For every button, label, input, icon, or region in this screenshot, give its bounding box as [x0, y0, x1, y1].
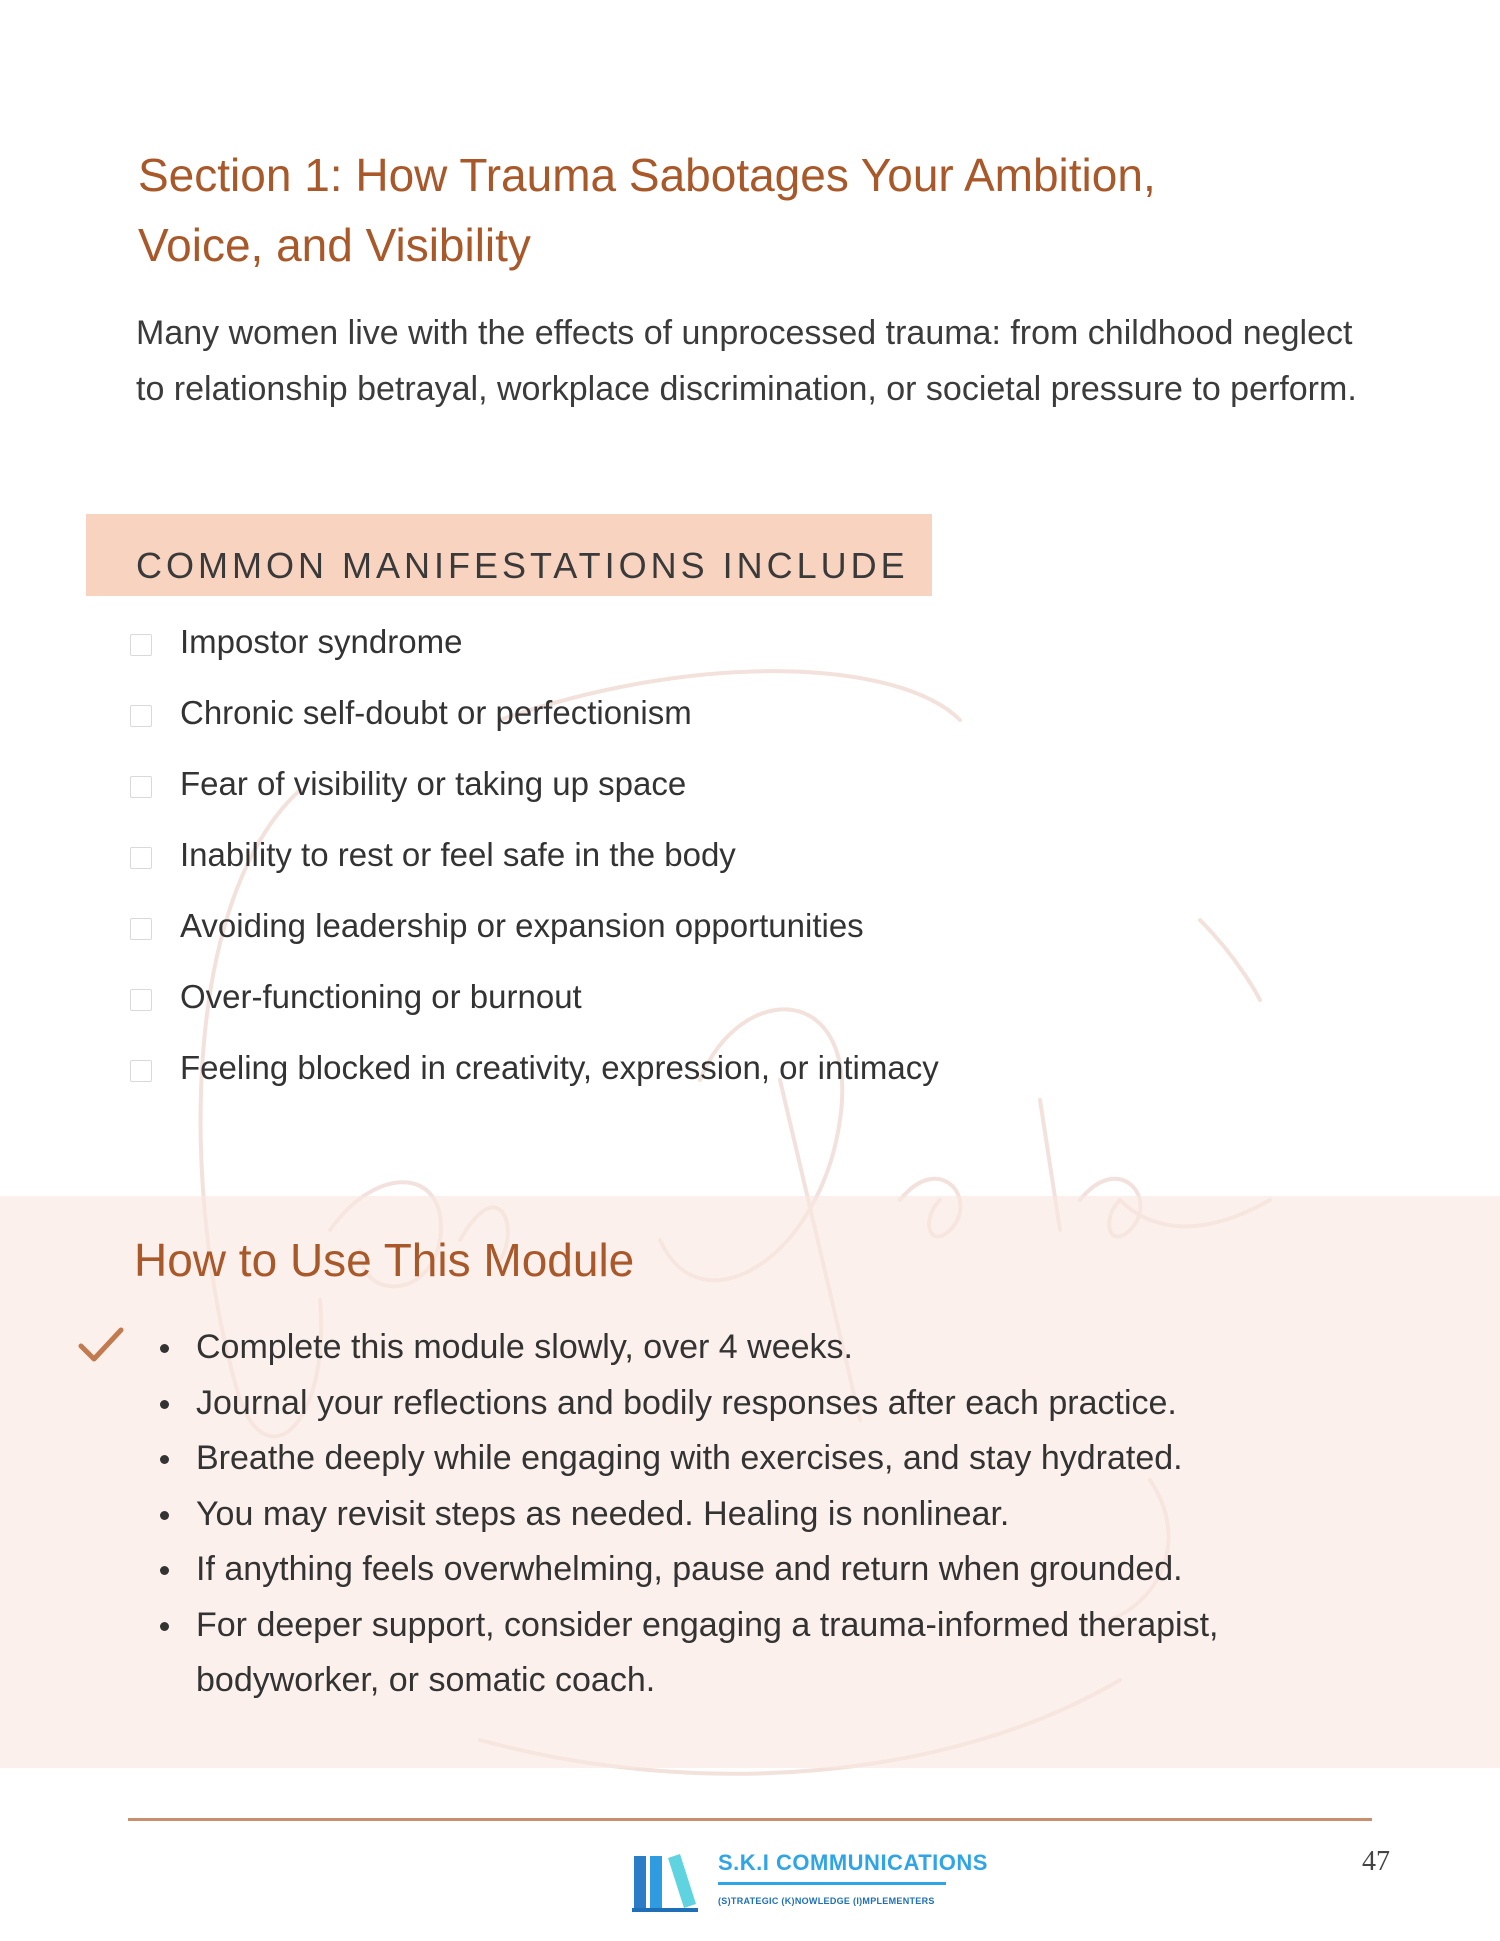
- checkbox-icon[interactable]: [130, 776, 152, 798]
- checklist-item-label: Chronic self-doubt or perfectionism: [180, 694, 692, 731]
- checklist-item-label: Inability to rest or feel safe in the body: [180, 836, 736, 873]
- list-item-text: If anything feels overwhelming, pause and return when grounded.: [196, 1550, 1183, 1588]
- checkbox-icon[interactable]: [130, 634, 152, 656]
- checkmark-icon: [78, 1326, 124, 1364]
- list-item-text: Complete this module slowly, over 4 weeks.: [196, 1328, 853, 1366]
- list-item-text: Breathe deeply while engaging with exercises, and stay hydrated.: [196, 1439, 1183, 1477]
- list-item: [160, 1487, 1380, 1543]
- list-item-text: Journal your reflections and bodily responses after each practice.: [196, 1383, 1177, 1422]
- bullet-icon: [160, 1566, 169, 1575]
- logo-tagline: (S)TRATEGIC (K)NOWLEDGE (I)MPLEMENTERS: [718, 1896, 935, 1906]
- checkbox-icon[interactable]: [130, 1060, 152, 1082]
- logo-underline: [718, 1882, 946, 1885]
- section-title: [138, 140, 1338, 280]
- checklist-item-label: Avoiding leadership or expansion opportunities: [180, 907, 864, 944]
- module-title: How to Use This Module: [134, 1234, 635, 1286]
- list-item-text: You may revisit steps as needed. Healing is nonlinear.: [196, 1494, 1010, 1533]
- bullet-icon: [160, 1344, 169, 1353]
- logo-company-name: S.K.I COMMUNICATIONS: [718, 1850, 988, 1875]
- footer-divider: [128, 1818, 1372, 1821]
- bullet-icon: [160, 1400, 169, 1409]
- checkbox-icon[interactable]: [130, 847, 152, 869]
- checklist-item-label: Over-functioning or burnout: [180, 978, 582, 1015]
- checklist-item-label: Fear of visibility or taking up space: [180, 765, 687, 802]
- intro-paragraph: Many women live with the effects of unprocessed trauma: from childhood neglect to relationship betrayal, workplace discrimination, or societal pressure to perform.: [136, 314, 1357, 408]
- bullet-icon: [160, 1455, 169, 1464]
- list-item: [160, 1598, 1380, 1709]
- list-item: [160, 1320, 1380, 1376]
- section-title-line-2: Voice, and Visibility: [138, 219, 531, 271]
- list-item-text: For deeper support, consider engaging a trauma-informed therapist, bodyworker, or somatic coach.: [196, 1605, 1219, 1699]
- books-logo-icon: [632, 1850, 702, 1914]
- page-number: 47: [1362, 1846, 1390, 1877]
- company-logo: [632, 1846, 988, 1918]
- module-instructions-list: [160, 1320, 1380, 1709]
- checklist-item-label: Feeling blocked in creativity, expression, or intimacy: [180, 1049, 939, 1086]
- bullet-icon: [160, 1511, 169, 1520]
- checklist-item-label: Impostor syndrome: [180, 623, 463, 660]
- list-item: [160, 1376, 1380, 1432]
- manifestations-heading: COMMON MANIFESTATIONS INCLUDE: [136, 545, 909, 586]
- checkbox-icon[interactable]: [130, 705, 152, 727]
- bullet-icon: [160, 1622, 169, 1631]
- list-item: [160, 1431, 1380, 1487]
- checkbox-icon[interactable]: [130, 918, 152, 940]
- checkbox-icon[interactable]: [130, 989, 152, 1011]
- section-title-line-1: Section 1: How Trauma Sabotages Your Ambition,: [138, 149, 1156, 201]
- manifestations-banner: [86, 514, 932, 596]
- list-item: [160, 1542, 1380, 1598]
